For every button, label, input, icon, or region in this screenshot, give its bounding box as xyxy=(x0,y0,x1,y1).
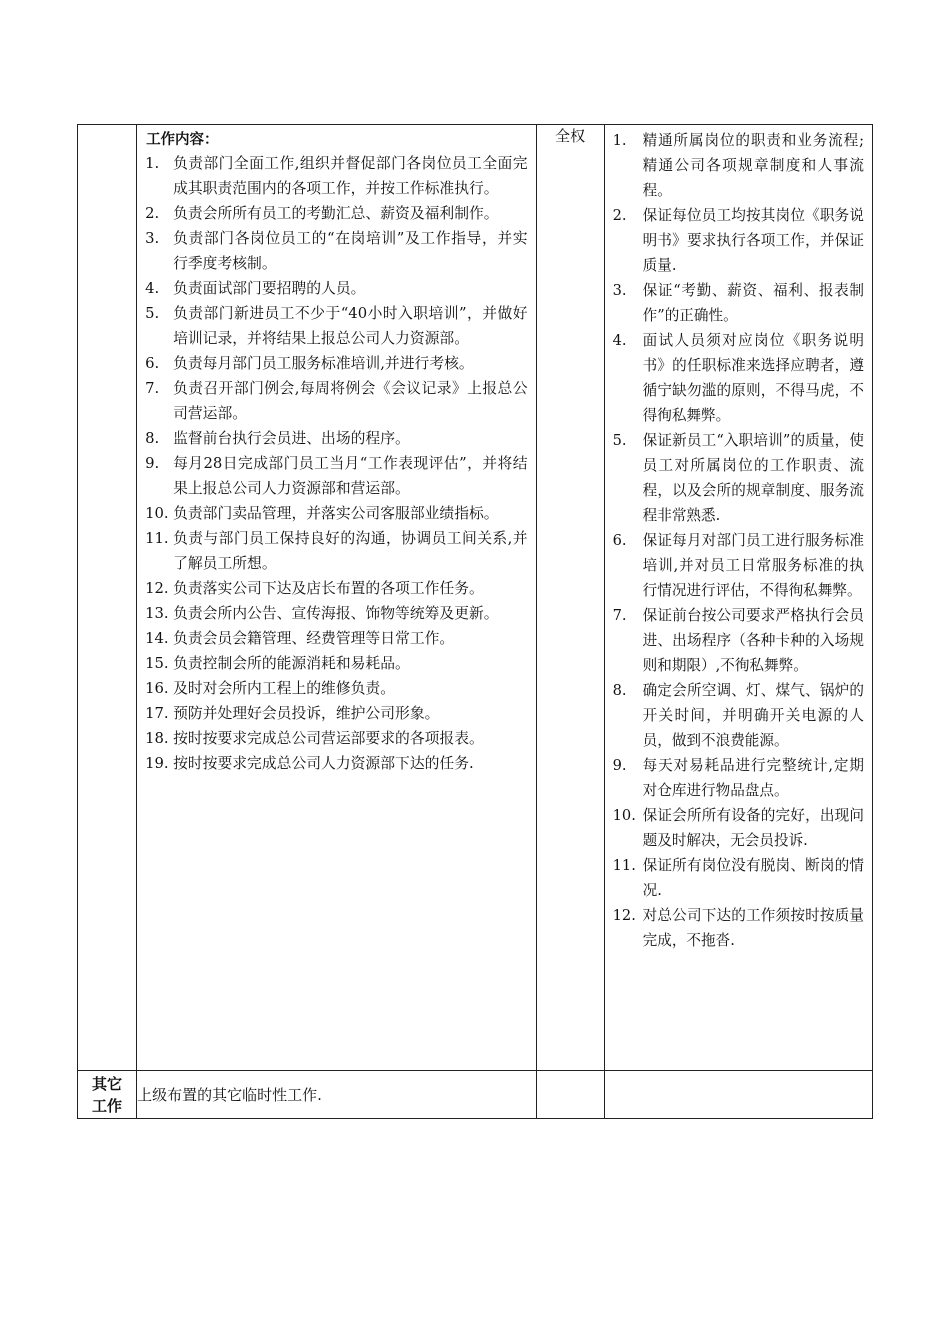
work-item-text: 负责落实公司下达及店长布置的各项工作任务。 xyxy=(173,580,484,597)
work-item-text: 负责控制会所的能源消耗和易耗品。 xyxy=(173,655,410,672)
work-item-number: 17. xyxy=(145,705,169,722)
work-item xyxy=(145,701,528,726)
work-item-number: 3. xyxy=(145,230,160,247)
standard-item xyxy=(613,753,864,803)
standard-item-text: 确定会所空调、灯、煤气、锅炉的开关时间，并明确开关电源的人员，做到不浪费能源。 xyxy=(642,682,864,749)
work-item-text: 负责面试部门要招聘的人员。 xyxy=(173,280,366,297)
other-work-category xyxy=(78,1071,137,1119)
work-item xyxy=(145,526,528,576)
standard-item-number: 7. xyxy=(612,607,627,624)
standard-item xyxy=(613,853,864,903)
category-cell-empty xyxy=(78,125,137,1071)
standard-item xyxy=(613,428,864,528)
work-item xyxy=(145,626,528,651)
standard-item-text: 保证每位员工均按其岗位《职务说明书》要求执行各项工作，并保证质量. xyxy=(642,207,864,274)
work-item-number: 16. xyxy=(145,680,169,697)
work-item-text: 监督前台执行会员进、出场的程序。 xyxy=(173,430,410,447)
standard-item-text: 保证前台按公司要求严格执行会员进、出场程序（各种卡种的入场规则和期限）,不徇私舞弊。 xyxy=(642,607,864,674)
work-item-number: 12. xyxy=(145,580,169,597)
standard-item-text: 精通所属岗位的职责和业务流程;精通公司各项规章制度和人事流程。 xyxy=(642,132,864,199)
standard-item xyxy=(613,903,864,953)
other-authority-cell xyxy=(536,1071,604,1119)
work-item-text: 负责会所内公告、宣传海报、饰物等统筹及更新。 xyxy=(173,605,499,622)
work-item xyxy=(145,726,528,751)
work-item-text: 负责会所所有员工的考勤汇总、薪资及福利制作。 xyxy=(173,205,499,222)
work-item-text: 负责每月部门员工服务标准培训,并进行考核。 xyxy=(173,355,474,372)
standard-item-text: 面试人员须对应岗位《职务说明书》的任职标准来选择应聘者，遵循宁缺勿滥的原则，不得马虎，不得徇私舞弊。 xyxy=(642,332,864,424)
work-item-text: 预防并处理好会员投诉，维护公司形象。 xyxy=(173,705,440,722)
work-item xyxy=(145,301,528,351)
standard-item xyxy=(613,278,864,328)
work-item-text: 每月28日完成部门员工当月“工作表现评估”，并将结果上报总公司人力资源部和营运部。 xyxy=(173,455,528,497)
work-item xyxy=(145,276,528,301)
work-item-text: 负责会员会籍管理、经费管理等日常工作。 xyxy=(173,630,455,647)
work-item-text: 按时按要求完成总公司人力资源部下达的任务. xyxy=(173,755,474,772)
standard-item-number: 1. xyxy=(612,132,627,149)
other-work-row xyxy=(78,1071,873,1119)
standard-item xyxy=(613,128,864,203)
work-item-text: 负责部门各岗位员工的“在岗培训”及工作指导，并实行季度考核制。 xyxy=(173,230,528,272)
work-item-text: 负责与部门员工保持良好的沟通，协调员工间关系,并了解员工所想。 xyxy=(173,530,528,572)
work-item xyxy=(145,151,528,201)
work-item-number: 5. xyxy=(145,305,160,322)
work-item-text: 负责部门卖品管理，并落实公司客服部业绩指标。 xyxy=(173,505,499,522)
work-item xyxy=(145,501,528,526)
work-item xyxy=(145,351,528,376)
standard-item-text: 保证新员工“入职培训”的质量，使员工对所属岗位的工作职责、流程，以及会所的规章制度、服务流程非常熟悉. xyxy=(642,432,864,524)
standard-item xyxy=(613,603,864,678)
standard-item-number: 12. xyxy=(612,907,636,924)
job-description-table xyxy=(77,124,873,1119)
standard-item-text: 保证所有岗位没有脱岗、断岗的情况. xyxy=(642,857,864,899)
work-item xyxy=(145,226,528,276)
work-item-number: 18. xyxy=(145,730,169,747)
work-item xyxy=(145,451,528,501)
standard-item xyxy=(613,528,864,603)
work-item-number: 13. xyxy=(145,605,169,622)
standard-item xyxy=(613,328,864,428)
standard-item-text: 对总公司下达的工作须按时按质量完成，不拖沓. xyxy=(642,907,864,949)
work-item-text: 负责部门新进员工不少于“40小时入职培训”，并做好培训记录，并将结果上报总公司人力资源部。 xyxy=(173,305,528,347)
work-item-number: 10. xyxy=(145,505,169,522)
standard-item-number: 6. xyxy=(612,532,627,549)
standard-item-number: 11. xyxy=(612,857,636,874)
work-item-number: 9. xyxy=(145,455,160,472)
standard-item-text: 保证“考勤、薪资、福利、报表制作”的正确性。 xyxy=(642,282,864,324)
work-standards-cell xyxy=(604,125,872,1071)
work-item-number: 15. xyxy=(145,655,169,672)
work-item xyxy=(145,751,528,776)
standard-item xyxy=(613,203,864,278)
work-item-text: 及时对会所内工程上的维修负责。 xyxy=(173,680,396,697)
authority-cell: 全权 xyxy=(536,125,604,1071)
work-content-row xyxy=(78,125,873,1071)
work-item-number: 2. xyxy=(145,205,160,222)
work-item-number: 6. xyxy=(145,355,160,372)
work-item xyxy=(145,651,528,676)
standard-item xyxy=(613,803,864,853)
work-item xyxy=(145,576,528,601)
standard-item-text: 保证会所所有设备的完好，出现问题及时解决，无会员投诉. xyxy=(642,807,864,849)
work-item xyxy=(145,426,528,451)
standard-item-number: 9. xyxy=(612,757,627,774)
other-work-content: 上级布置的其它临时性工作. xyxy=(137,1071,537,1119)
work-item-number: 11. xyxy=(145,530,169,547)
work-item-number: 19. xyxy=(145,755,169,772)
work-item xyxy=(145,676,528,701)
work-item-number: 14. xyxy=(145,630,169,647)
work-item-text: 负责部门全面工作,组织并督促部门各岗位员工全面完成其职责范围内的各项工作，并按工作标准执行。 xyxy=(173,155,528,197)
standard-item-number: 4. xyxy=(612,332,627,349)
other-work-category-label: 其它 工作 xyxy=(92,1074,123,1115)
standard-item-number: 2. xyxy=(612,207,627,224)
work-content-heading: 工作内容： xyxy=(146,132,219,148)
work-item xyxy=(145,376,528,426)
standard-item-number: 8. xyxy=(612,682,627,699)
standard-item-number: 10. xyxy=(612,807,636,824)
standard-item-text: 每天对易耗品进行完整统计,定期对仓库进行物品盘点。 xyxy=(642,757,864,799)
work-item-number: 4. xyxy=(145,280,160,297)
standard-item-number: 3. xyxy=(612,282,627,299)
work-item-text: 负责召开部门例会,每周将例会《会议记录》上报总公司营运部。 xyxy=(173,380,528,422)
work-item xyxy=(145,601,528,626)
standard-item xyxy=(613,678,864,753)
standard-items-list xyxy=(613,128,864,953)
other-standards-cell xyxy=(604,1071,872,1119)
work-items-list xyxy=(145,151,528,776)
standard-item-number: 5. xyxy=(612,432,627,449)
work-item-number: 7. xyxy=(145,380,160,397)
work-item-text: 按时按要求完成总公司营运部要求的各项报表。 xyxy=(173,730,484,747)
work-item xyxy=(145,201,528,226)
work-item-number: 8. xyxy=(145,430,160,447)
work-content-cell xyxy=(137,125,537,1071)
work-item-number: 1. xyxy=(145,155,160,172)
standard-item-text: 保证每月对部门员工进行服务标准培训,并对员工日常服务标准的执行情况进行评估，不得徇私舞弊。 xyxy=(642,532,864,599)
